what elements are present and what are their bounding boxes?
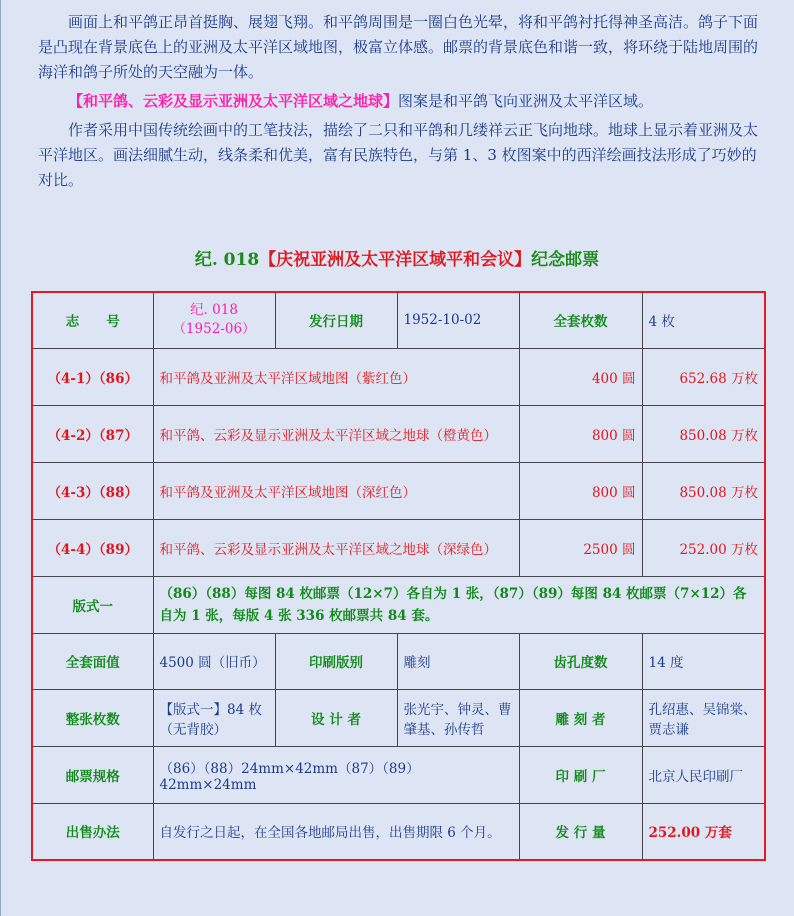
intro-paragraph-2 — [38, 89, 760, 114]
sheet-count-value: 【版式一】84 枚（无背胶） — [153, 689, 275, 746]
label-printer: 印 刷 厂 — [519, 746, 642, 803]
issue-volume-value: 252.00 万套 — [642, 803, 765, 860]
intro-text — [38, 10, 760, 193]
label-format: 版式一 — [32, 576, 153, 633]
label-sheet-count: 整张枚数 — [32, 689, 153, 746]
stamp-name: 和平鸽、云彩及显示亚洲及太平洋区域之地球（深绿色） — [153, 519, 519, 576]
stamp-number: （4-4）（89） — [32, 519, 153, 576]
stamp-issue-quantity: 652.68 万枚 — [642, 348, 765, 405]
page-left-border — [0, 0, 1, 916]
designer-value: 张光宇、钟灵、曹肇基、孙传哲 — [397, 689, 519, 746]
stamp-name: 和平鸽、云彩及显示亚洲及太平洋区域之地球（橙黄色） — [153, 405, 519, 462]
stamp-issue-quantity: 252.00 万枚 — [642, 519, 765, 576]
issue-date-value: 1952-10-02 — [397, 292, 519, 348]
label-engraver: 雕 刻 者 — [519, 689, 642, 746]
design-name-highlight: 【和平鸽、云彩及显示亚洲及太平洋区域之地球】 — [68, 92, 399, 110]
label-zhihao: 志 号 — [32, 292, 153, 348]
label-issue-volume: 发 行 量 — [519, 803, 642, 860]
caption-title: 【庆祝亚洲及太平洋区域平和会议】 — [259, 250, 532, 270]
stamp-number: （4-2）（87） — [32, 405, 153, 462]
intro-paragraph-1: 画面上和平鸽正昂首挺胸、展翅飞翔。和平鸽周围是一圈白色光晕，将和平鸽衬托得神圣高洁。鸽子下面是凸现在背景底色上的亚洲及太平洋区域地图，极富立体感。邮票的背景底色和谐一致，将环绕于陆地周围的海洋和鸽子所处的天空融为一体。 — [38, 13, 759, 81]
label-set-count: 全套枚数 — [519, 292, 642, 348]
zhihao-year: （1952-06） — [172, 321, 256, 338]
total-face-value: 4500 圆（旧币） — [153, 633, 275, 689]
spec-row — [32, 746, 765, 803]
stamp-name: 和平鸽及亚洲及太平洋区域地图（深红色） — [153, 462, 519, 519]
zhihao-value — [153, 292, 275, 348]
format-row — [32, 576, 765, 633]
label-print-method: 印刷版别 — [275, 633, 397, 689]
caption-suffix: 纪念邮票 — [531, 250, 600, 270]
stamp-face-value: 2500 圆 — [519, 519, 642, 576]
table-caption — [0, 245, 794, 270]
stamp-size-value: （86）（88）24mm×42mm（87）（89）42mm×24mm — [153, 746, 519, 803]
stamp-face-value: 800 圆 — [519, 405, 642, 462]
format-description: （86）（88）每图 84 枚邮票（12×7）各自为 1 张，（87）（89）每图 84 枚邮票（7×12）各自为 1 张，每版 4 张 336 枚邮票共 84 套。 — [153, 576, 765, 633]
label-sale-method: 出售办法 — [32, 803, 153, 860]
stamp-face-value: 800 圆 — [519, 462, 642, 519]
stamp-info-table — [31, 291, 766, 861]
label-stamp-size: 邮票规格 — [32, 746, 153, 803]
sale-method-value: 自发行之日起，在全国各地邮局出售，出售期限 6 个月。 — [153, 803, 519, 860]
set-count-value: 4 枚 — [642, 292, 765, 348]
intro-paragraph-3: 作者采用中国传统绘画中的工笔技法，描绘了二只和平鸽和几缕祥云正飞向地球。地球上显示着亚洲及太平洋地区。画法细腻生动，线条柔和优美，富有民族特色，与第 1、3 枚图案中的西洋绘画技法形成了巧妙的对比。 — [38, 121, 759, 189]
sale-row — [32, 803, 765, 860]
stamp-row — [32, 348, 765, 405]
engraver-value: 孔绍惠、吴锦棠、贾志谦 — [642, 689, 765, 746]
stamp-row — [32, 519, 765, 576]
header-row — [32, 292, 765, 348]
stamp-row — [32, 462, 765, 519]
intro-paragraph-2-rest: 图案是和平鸽飞向亚洲及太平洋区域。 — [398, 92, 654, 110]
stamp-issue-quantity: 850.08 万枚 — [642, 462, 765, 519]
stamp-face-value: 400 圆 — [519, 348, 642, 405]
stamp-issue-quantity: 850.08 万枚 — [642, 405, 765, 462]
label-perforation: 齿孔度数 — [519, 633, 642, 689]
zhihao-code: 纪. 018 — [190, 302, 238, 319]
stamp-number: （4-3）（88） — [32, 462, 153, 519]
stamp-number: （4-1）（86） — [32, 348, 153, 405]
face-value-row — [32, 633, 765, 689]
stamp-row — [32, 405, 765, 462]
label-issue-date: 发行日期 — [275, 292, 397, 348]
perforation-value: 14 度 — [642, 633, 765, 689]
stamp-name: 和平鸽及亚洲及太平洋区域地图（紫红色） — [153, 348, 519, 405]
printer-value: 北京人民印刷厂 — [642, 746, 765, 803]
print-method-value: 雕刻 — [397, 633, 519, 689]
sheet-row — [32, 689, 765, 746]
label-total-face-value: 全套面值 — [32, 633, 153, 689]
label-designer: 设 计 者 — [275, 689, 397, 746]
caption-prefix: 纪. 018 — [194, 250, 260, 270]
